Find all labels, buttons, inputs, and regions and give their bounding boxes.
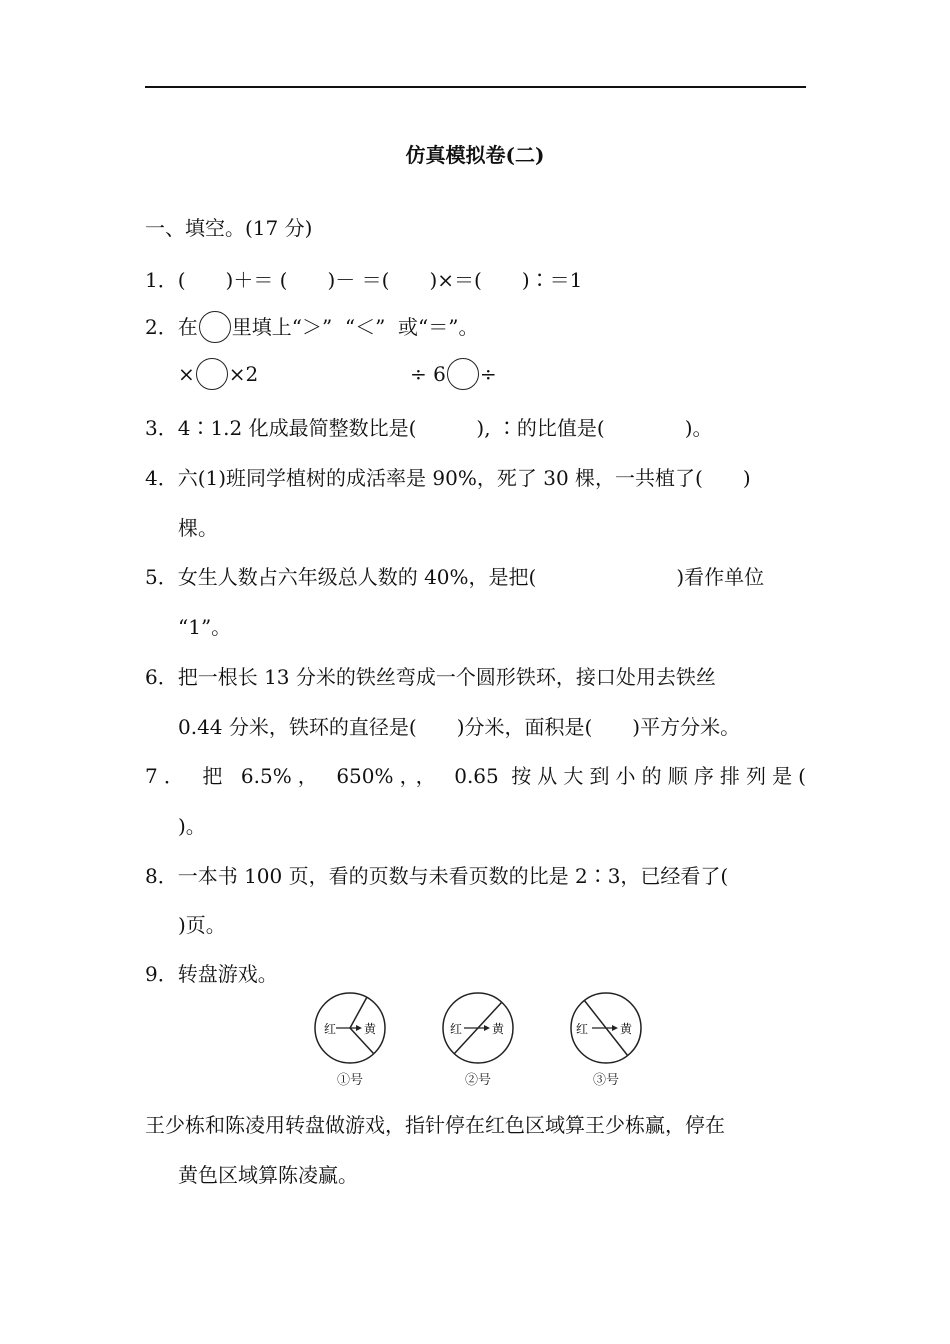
question-4-line-1: 4．六(1)班同学植树的成活率是 90%，死了 30 棵，一共植了( ) (145, 466, 751, 490)
question-8-line-1: 8．一本书 100 页，看的页数与未看页数的比是 2∶3，已经看了( (145, 864, 729, 888)
question-1: 1．( )＋＝ ( )－ ＝( )×＝( )∶＝1 (145, 268, 583, 292)
q2-expression-a (178, 358, 258, 390)
spinner-1-red-label: 红 (324, 1022, 337, 1036)
comparison-circle (196, 358, 228, 390)
comparison-circle (199, 311, 231, 343)
q2-prefix: 2．在 (145, 315, 198, 339)
spinner-2-red-label: 红 (450, 1022, 463, 1036)
q2-expr-b-right: ÷ (479, 362, 497, 386)
question-9: 9．转盘游戏。 (145, 962, 278, 986)
page-title: 仿真模拟卷(二) (405, 143, 545, 167)
question-9-text-line-2: 黄色区域算陈凌赢。 (178, 1163, 358, 1187)
spinner-3-yellow-label: 黄 (620, 1022, 633, 1036)
spinner-2 (438, 990, 518, 1088)
top-rule (145, 86, 806, 88)
spinner-2-icon (438, 990, 518, 1068)
question-8-line-2: )页。 (178, 913, 226, 937)
spinner-3-caption: ③号 (592, 1073, 619, 1088)
question-6-line-1: 6．把一根长 13 分米的铁丝弯成一个圆形铁环，接口处用去铁丝 (145, 665, 716, 689)
question-5-line-2: “1”。 (178, 615, 232, 639)
question-4-line-2: 棵。 (178, 516, 218, 540)
spinner-1 (310, 990, 390, 1088)
question-3: 3．4∶1.2 化成最简整数比是( ), ∶的比值是( )。 (145, 416, 713, 440)
question-9-text-line-1: 王少栋和陈凌用转盘做游戏，指针停在红色区域算王少栋赢，停在 (145, 1113, 725, 1137)
q2-expression-b (410, 358, 497, 390)
spinner-1-caption: ①号 (336, 1073, 363, 1088)
spinner-1-icon (310, 990, 390, 1068)
spinner-3 (566, 990, 646, 1088)
spinner-3-icon (566, 990, 646, 1068)
section-heading: 一、填空。(17 分) (145, 216, 313, 240)
q2-expr-a-right: ×2 (228, 362, 259, 386)
q2-expr-b-left: ÷ 6 (410, 362, 446, 386)
spinner-1-yellow-label: 黄 (364, 1022, 377, 1036)
q2-expr-a-left: × (178, 362, 195, 386)
spinner-2-yellow-label: 黄 (492, 1022, 505, 1036)
spinner-3-red-label: 红 (576, 1022, 589, 1036)
comparison-circle (447, 358, 479, 390)
question-7-line-1: 7． 把 6.5%， 650%，， 0.65 按从大到小的顺序排列是( (145, 764, 806, 788)
question-5-line-1: 5．女生人数占六年级总人数的 40%，是把( )看作单位 (145, 565, 765, 589)
question-2 (145, 311, 479, 343)
q2-suffix: 里填上“＞” “＜” 或“＝”。 (231, 315, 479, 339)
question-7-line-2: )。 (178, 814, 206, 838)
spinner-figures (310, 990, 650, 1090)
question-6-line-2: 0.44 分米，铁环的直径是( )分米，面积是( )平方分米。 (178, 715, 741, 739)
spinner-2-caption: ②号 (464, 1073, 491, 1088)
